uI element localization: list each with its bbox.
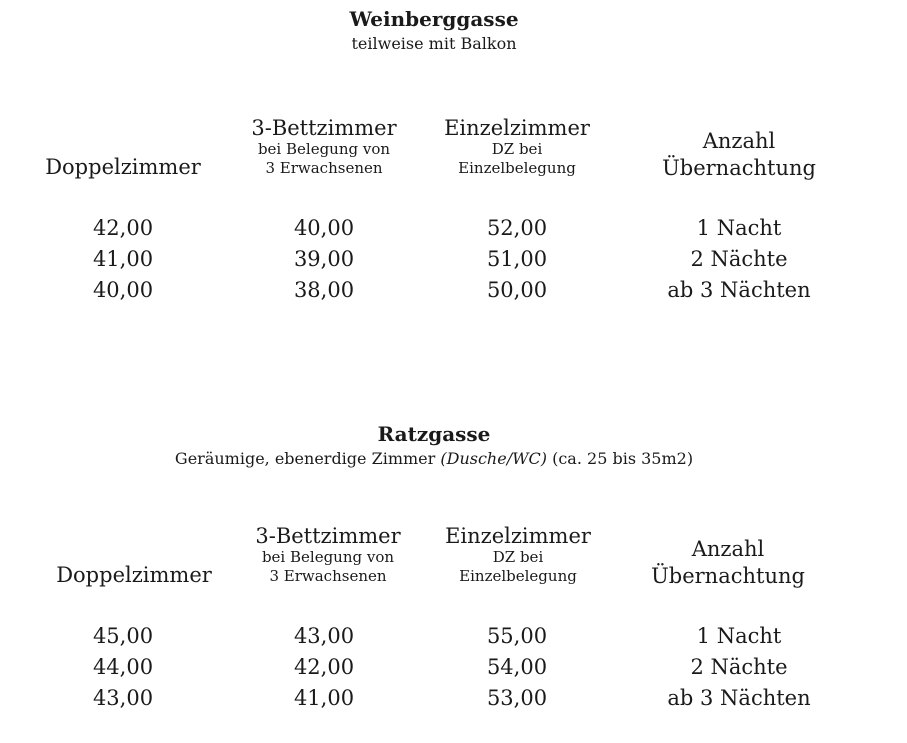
header-dreibettzimmer-sub1: bei Belegung von	[261, 548, 395, 566]
table-cell: 43,00	[92, 686, 154, 710]
header-dreibettzimmer-sub2: 3 Erwachsenen	[265, 159, 383, 177]
header-dreibettzimmer-label: 3-Bettzimmer	[251, 116, 397, 140]
header-uebernachtung: Übernachtung	[662, 156, 816, 180]
table-cell: 54,00	[486, 655, 548, 679]
header-einzelzimmer-sub1: DZ bei	[491, 140, 543, 158]
column-einzelzimmer-values	[487, 621, 547, 714]
table-cell: 40,00	[293, 216, 355, 240]
table-cell: 44,00	[92, 655, 154, 679]
table-cell: 41,00	[92, 247, 154, 271]
header-einzelzimmer-sub2: Einzelbelegung	[458, 159, 576, 177]
header-doppelzimmer: Doppelzimmer	[56, 563, 212, 587]
table-cell: 1 Nacht	[696, 624, 782, 648]
table-cell: ab 3 Nächten	[667, 686, 811, 710]
header-einzelzimmer	[444, 116, 590, 178]
subtitle-emphasis: (Dusche/WC)	[440, 449, 548, 468]
column-nights-values	[667, 213, 810, 306]
header-dreibettzimmer-sub2: 3 Erwachsenen	[269, 567, 387, 585]
table-cell: 51,00	[486, 247, 548, 271]
table-cell: 50,00	[486, 278, 548, 302]
section-title: Ratzgasse	[377, 422, 491, 446]
table-cell: 40,00	[92, 278, 154, 302]
header-anzahl: Anzahl	[702, 129, 776, 153]
table-cell: 53,00	[486, 686, 548, 710]
column-dreibettzimmer-values	[294, 621, 354, 714]
section-subtitle	[175, 449, 693, 468]
header-einzelzimmer-label: Einzelzimmer	[444, 116, 590, 140]
table-cell: ab 3 Nächten	[667, 278, 811, 302]
table-cell: 42,00	[293, 655, 355, 679]
table-cell: 41,00	[293, 686, 355, 710]
header-einzelzimmer-sub1: DZ bei	[492, 548, 544, 566]
header-anzahl: Anzahl	[691, 537, 765, 561]
table-cell: 45,00	[92, 624, 154, 648]
table-cell: 42,00	[92, 216, 154, 240]
header-dreibettzimmer	[255, 524, 400, 586]
header-dreibettzimmer	[251, 116, 396, 178]
header-einzelzimmer-sub2: Einzelbelegung	[459, 567, 577, 585]
table-cell: 38,00	[293, 278, 355, 302]
header-anzahl-uebernachtung	[651, 536, 805, 590]
table-cell: 1 Nacht	[696, 216, 782, 240]
header-anzahl-uebernachtung	[662, 128, 816, 182]
table-cell: 39,00	[293, 247, 355, 271]
header-uebernachtung: Übernachtung	[651, 564, 805, 588]
table-cell: 2 Nächte	[690, 247, 788, 271]
header-einzelzimmer-label: Einzelzimmer	[445, 524, 591, 548]
subtitle-post: (ca. 25 bis 35m2)	[547, 449, 694, 468]
section-subtitle: teilweise mit Balkon	[351, 34, 517, 53]
header-einzelzimmer	[445, 524, 591, 586]
column-einzelzimmer-values	[487, 213, 547, 306]
table-cell: 52,00	[486, 216, 548, 240]
header-dreibettzimmer-sub1: bei Belegung von	[257, 140, 391, 158]
column-doppelzimmer-values	[93, 213, 153, 306]
header-doppelzimmer: Doppelzimmer	[45, 155, 201, 179]
subtitle-pre: Geräumige, ebenerdige Zimmer	[174, 449, 441, 468]
table-cell: 2 Nächte	[690, 655, 788, 679]
header-dreibettzimmer-label: 3-Bettzimmer	[255, 524, 401, 548]
section-title: Weinberggasse	[349, 7, 519, 31]
column-nights-values	[667, 621, 810, 714]
column-doppelzimmer-values	[93, 621, 153, 714]
column-dreibettzimmer-values	[294, 213, 354, 306]
table-cell: 55,00	[486, 624, 548, 648]
table-cell: 43,00	[293, 624, 355, 648]
